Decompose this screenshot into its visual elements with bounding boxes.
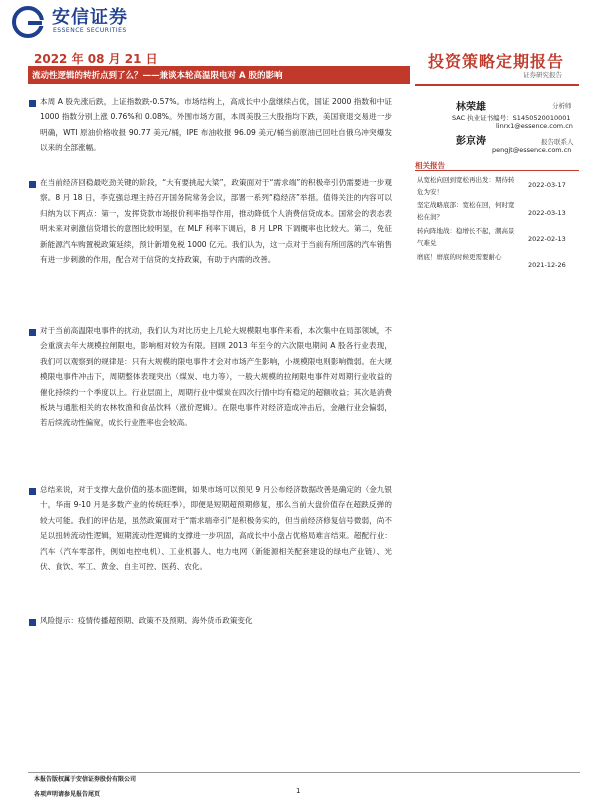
paragraph-conclusion: 总结来说，对于支撑大盘价值的基本面逻辑，如果市场可以预见 9 月公布经济数据改善是确定的（金九银十，华南 9-10 月是多数产业的传统旺季），即便是短期超预期修复，那么当前大盘价值存在超跌反弹的较大可能。我们的评估是，虽然政策面对于“需求端牵引”是积极务实的，但当前经济修复信号微弱，尚不足以扭转流动性逻辑，短期流动性逻辑的支撑进一步巩固，高成长中小盘占优格局难言结束。超配行业：汽车（汽车零部件，例如电控电机）、工业机器人、电力电网（新能源相关配套建设的绿电产业链）、光伏、食饮、军工、黄金、自主可控、医药、农化。 (40, 485, 392, 572)
page-number: 1 (296, 787, 301, 795)
related-report-date: 2022-03-17 (528, 181, 566, 189)
related-report-title[interactable]: 磨底！磨底的时候更需要耐心 (417, 253, 502, 261)
bullet-icon (29, 100, 36, 107)
analyst-name: 林荣雄 (456, 102, 486, 113)
footer-copyright: 本报告版权属于安信证券股份有限公司 (34, 776, 137, 783)
related-reports-heading: 相关报告 (415, 161, 445, 170)
logo-en-text: ESSENCE SECURITIES (53, 27, 127, 34)
analyst-role: 分析师 (552, 102, 572, 110)
bullet-icon (29, 488, 36, 495)
related-report-date: 2022-02-13 (528, 235, 566, 243)
footer-disclaimer: 各项声明请参见报告尾页 (34, 791, 101, 798)
related-report-date: 2022-03-13 (528, 209, 566, 217)
related-report-date: 2021-12-26 (528, 261, 566, 269)
related-divider (415, 170, 579, 171)
report-title: 流动性逻辑的转折点到了么？——兼谈本轮高温限电对 A 股的影响 (32, 71, 283, 81)
contact-role: 报告联系人 (541, 138, 574, 146)
report-subtype: 证券研究报告 (523, 71, 562, 79)
footer-divider (28, 772, 580, 773)
contact-email: pengjt@essence.com.cn (492, 146, 572, 154)
analyst-cert: SAC 执业证书编号：S1450520010001 (452, 114, 571, 122)
header-divider (415, 84, 579, 86)
report-date: 2022 年 08 月 21 日 (34, 52, 158, 66)
report-type: 投资策略定期报告 (428, 52, 565, 71)
related-report-title[interactable]: 从宽松向回到宽松再出发：期待转危为安！ (417, 176, 515, 196)
paragraph-risk: 风险提示：疫情传播超预期、政策不及预期、海外货币政策变化 (40, 616, 253, 625)
bullet-icon (29, 619, 36, 626)
logo-cn-text: 安信证券 (52, 7, 128, 28)
essence-logo-icon (12, 6, 44, 38)
contact-name: 彭京涛 (456, 136, 486, 147)
bullet-icon (29, 329, 36, 336)
paragraph-policy: 在当前经济回稳最吃劲关键的阶段，“大有要挑起大梁”，政策面对于“需求端”的积极牵引仍需要进一步观察。8 月 18 日，李克强总理主持召开国务院常务会议，部署一系列“稳经济”举措。值得关注的内容可以归纳为以下两点：第一，发挥贷款市场报价利率指导作用，推动降低个人消费信贷成本。国常会的表态表明未来对刺激信贷增长的意图比较明显，在 MLF 利率下调后，8 月 LPR 下调概率也比较大。第二，免征新能源汽车购置税政策延续，预计新增免税 1000 亿元。我们认为，这一点对于当前有所回落的汽车销售有进一步刺激的作用，配合对于信贷的支持政策，有助于内需的改善。 (40, 178, 392, 265)
paragraph-market-summary: 本周 A 股先涨后跌，上证指数跌-0.57%。市场结构上，高成长中小盘继续占优，国证 2000 指数和中证 1000 指数分别上涨 0.76%和 0.08%。外围市场方面，本周美股三大股指均下跌，美国衰退交易进一步明确，WTI 原油价格收报 90.77 美元/桶，IPE 布油收报 96.09 美元/桶当前原油已回吐自俄乌冲突爆发以来的全部涨幅。 (40, 97, 392, 153)
related-report-title[interactable]: 坚定战略底部：宽松在回，何时宽松在润？ (417, 201, 515, 221)
related-report-title[interactable]: 转向阵地战：稳增长不起，潮高景气难兑 (417, 227, 515, 247)
paragraph-power-rationing: 对于当前高温限电事件的扰动，我们认为对比历史上几轮大规模限电事件来看，本次集中在局部领域，不会重演去年大规模拉闸限电，影响相对较为有限。回顾 2013 年至今的六次限电期间 A 股各行业表现，我们可以观察到的规律是：只有大规模的限电事件才会对市场产生影响，小规模限电则影响微弱。在大规模限电事件冲击下，周期整体表现突出（煤炭、电力等），一般大规模的拉闸限电事件对周期行业收益的催化持续约一个季度以上。行业层面上，周期行业中煤炭在四次行情中均有稳定的超额收益；其次是消费板块与通胀相关的农林牧渔和食品饮料（涨价逻辑）。在限电事件对经济造成冲击后，金融行业会偏弱，若后续流动性偏宽，成长行业胜率也会较高。 (40, 326, 392, 428)
bullet-icon (29, 181, 36, 188)
analyst-email: linrx1@essence.com.cn (496, 122, 573, 130)
